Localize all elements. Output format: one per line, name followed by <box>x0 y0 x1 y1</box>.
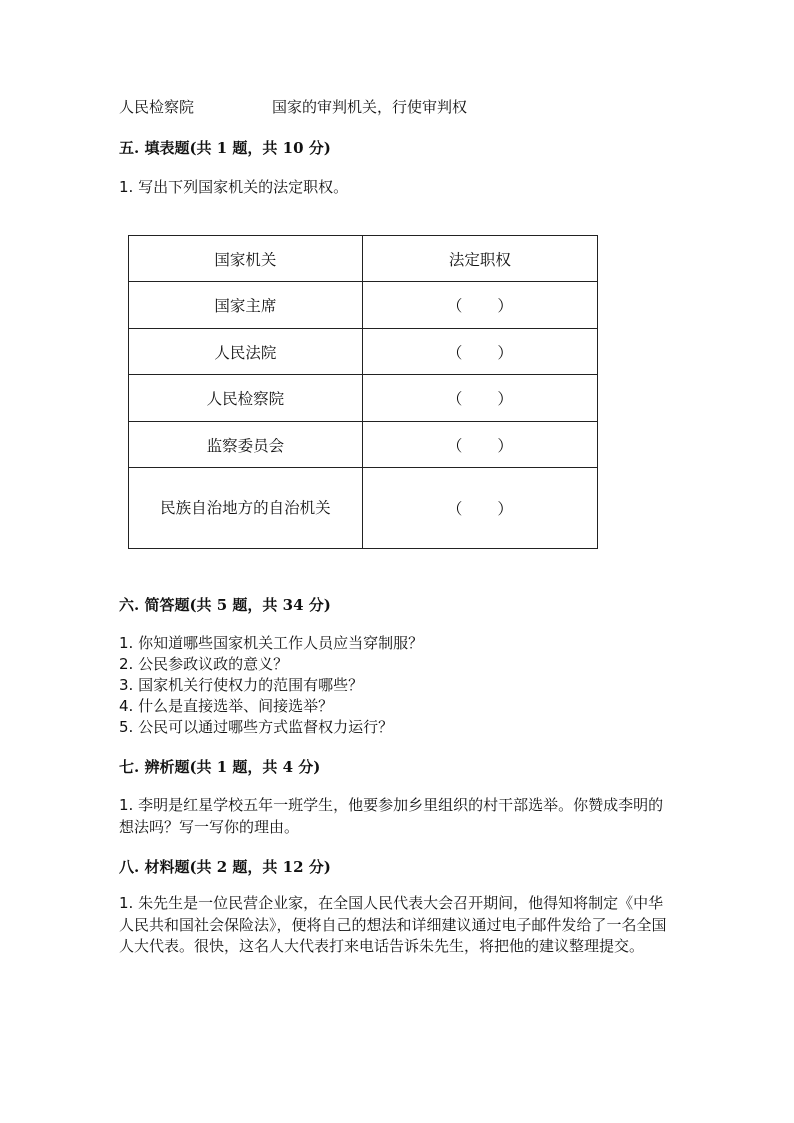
table-row <box>129 329 598 375</box>
paren-close: ） <box>497 390 513 408</box>
section-7-question: 1. 李明是红星学校五年一班学生，他要参加乡里组织的村干部选举。你赞成李明的想法吗？写一写你的理由。 <box>119 796 664 836</box>
paren-close: ） <box>497 436 513 455</box>
table-row <box>129 468 598 549</box>
organ-cell: 监察委员会 <box>129 422 363 468</box>
section-8-heading: 八. 材料题(共 2 题，共 12 分) <box>119 858 331 876</box>
answer-blank[interactable] <box>362 422 597 468</box>
list-item: 4. 什么是直接选举、间接选举？ <box>119 697 334 715</box>
paren-open: （ <box>446 343 463 362</box>
section-6-heading: 六. 简答题(共 5 题，共 34 分) <box>119 596 331 614</box>
organ-text: 民族自治地方的自治机关 <box>160 498 331 517</box>
organ-cell: 人民法院 <box>129 329 363 375</box>
section-7-heading: 七. 辨析题(共 1 题，共 4 分) <box>119 758 321 776</box>
paren-close: ） <box>497 297 513 315</box>
section-8-question: 1. 朱先生是一位民营企业家，在全国人民代表大会召开期间，他得知将制定《中华人民共和国社会保险法》，便将自己的想法和详细建议通过电子邮件发给了一名全国人大代表。很快，这名人大代表打来电话告诉朱先生，将把他的建议整理提交。 <box>119 894 667 955</box>
list-item: 3. 国家机关行使权力的范围有哪些？ <box>119 676 364 694</box>
table-header-row <box>129 236 598 282</box>
matching-item-left: 人民检察院 <box>119 98 195 116</box>
paren-close: ） <box>497 500 513 518</box>
table-row <box>129 282 598 329</box>
answer-blank[interactable] <box>362 468 597 549</box>
header-powers: 法定职权 <box>362 236 597 282</box>
paren-open: （ <box>446 297 463 315</box>
matching-item-right: 国家的审判机关，行使审判权 <box>272 98 468 116</box>
answer-blank[interactable] <box>362 329 597 375</box>
section-5-question: 1. 写出下列国家机关的法定职权。 <box>119 178 349 196</box>
organ-cell: 国家主席 <box>129 282 363 329</box>
list-item: 1. 你知道哪些国家机关工作人员应当穿制服？ <box>119 634 424 652</box>
list-item: 2. 公民参政议政的意义？ <box>119 655 289 673</box>
list-item: 5. 公民可以通过哪些方式监督权力运行？ <box>119 718 394 736</box>
table-row <box>129 375 598 422</box>
paren-open: （ <box>446 390 463 408</box>
header-organ: 国家机关 <box>129 236 363 282</box>
paren-open: （ <box>446 436 463 455</box>
paren-close: ） <box>497 343 513 362</box>
answer-blank[interactable] <box>362 375 597 422</box>
legal-powers-table <box>128 235 598 549</box>
organ-cell <box>129 468 363 549</box>
organ-cell: 人民检察院 <box>129 375 363 422</box>
answer-blank[interactable] <box>362 282 597 329</box>
paren-open: （ <box>446 500 463 518</box>
table-row <box>129 422 598 468</box>
section-6-question-list <box>119 633 423 738</box>
section-5-heading: 五. 填表题(共 1 题，共 10 分) <box>119 139 331 157</box>
